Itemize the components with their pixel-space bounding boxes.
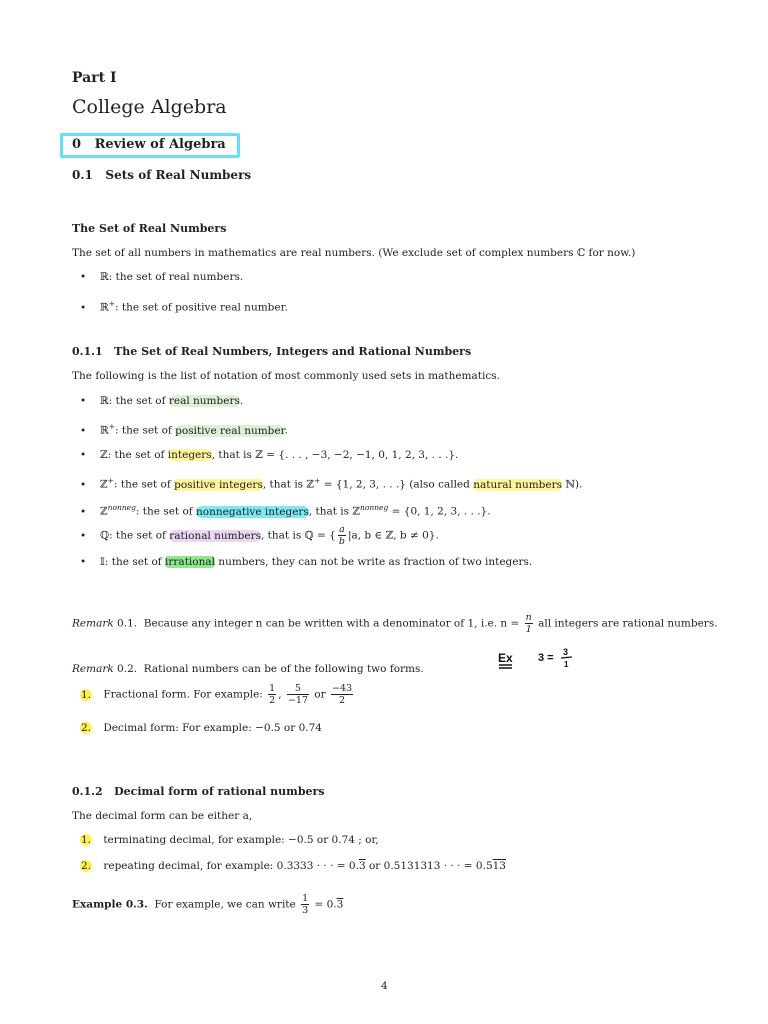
item-number: 1. — [81, 834, 92, 846]
list-item-text: , that is ℤ — [262, 478, 315, 491]
list-item — [80, 271, 243, 283]
fraction — [301, 893, 309, 916]
example-text: = 0. — [311, 898, 337, 911]
item-number: 1. — [81, 688, 92, 701]
list-item-text: , that is ℚ = { — [261, 529, 336, 542]
list-item — [80, 524, 439, 547]
list-item — [80, 860, 506, 872]
page-number: 4 — [381, 980, 388, 992]
remark-text: Because any integer n can be written with a denominator of 1, i.e. n = — [137, 617, 523, 630]
list-item-text: : the set of — [113, 478, 175, 491]
list-item-text: = {0, 1, 2, 3, . . .}. — [388, 505, 491, 518]
set-symbol: ℤ — [100, 478, 108, 491]
decimal-form-intro: The decimal form can be either a, — [72, 810, 253, 822]
fraction — [268, 683, 276, 706]
highlighted-term: nonnegative integers — [196, 505, 309, 518]
highlighted-term: positive integers — [174, 478, 263, 491]
list-item — [80, 556, 532, 568]
list-item-text: . — [239, 395, 244, 407]
fraction-numerator: 1 — [302, 893, 309, 904]
remark-text: Rational numbers can be of the following two forms. — [137, 663, 424, 675]
list-item — [80, 683, 355, 706]
fraction-numerator: 1 — [269, 683, 276, 694]
fraction — [331, 683, 353, 706]
remark-number: 0.1. — [113, 617, 138, 630]
handwritten-ex: Ex — [498, 651, 513, 665]
subsection-0-1-2-heading: 0.1.2 Decimal form of rational numbers — [72, 785, 325, 798]
section-review-heading: 0 Review of Algebra — [72, 137, 226, 152]
list-item — [80, 476, 582, 491]
remark-number: 0.2. — [113, 663, 138, 675]
fraction — [525, 612, 533, 635]
superscript: + — [107, 476, 114, 485]
list-item-text: . — [284, 424, 288, 437]
item-number: 2. — [81, 722, 92, 734]
list-item-text: ℚ: the set of — [100, 529, 170, 542]
fraction-numerator: n — [525, 612, 532, 623]
remark-0-1 — [72, 612, 718, 635]
list-item-text: or 0.5131313 · · · = 0.5 — [365, 860, 493, 872]
highlighted-term: natural numbers — [473, 478, 563, 491]
handwritten-fraction-bar — [561, 657, 572, 658]
repeating-digits: 13 — [492, 860, 506, 872]
set-of-real-numbers-heading: The Set of Real Numbers — [72, 222, 227, 235]
highlighted-term: positive real number — [175, 424, 285, 437]
fraction-numerator: a — [339, 524, 345, 535]
highlighted-term: real numbers — [168, 395, 240, 407]
list-item — [80, 299, 288, 314]
remark-label: Remark — [72, 663, 114, 675]
set-symbol: ℝ — [100, 271, 109, 283]
list-item-text: Fractional form. For example: — [100, 688, 267, 701]
list-item-text: or — [310, 688, 329, 701]
superscript: nonneg — [107, 503, 136, 512]
set-symbol: ℝ — [100, 301, 109, 314]
fraction-denominator: −17 — [287, 695, 308, 706]
list-item-text: , that is ℤ = {. . . , −3, −2, −1, 0, 1, 2, 3, . . .}. — [211, 449, 459, 461]
section-0-1-heading: 0.1 Sets of Real Numbers — [72, 168, 252, 182]
handwritten-denominator: 1 — [564, 660, 569, 669]
highlighted-term: irrational — [165, 556, 215, 568]
list-item-text: : the set of positive real number. — [115, 301, 288, 314]
superscript: + — [108, 422, 116, 431]
list-item — [80, 722, 322, 734]
list-item — [80, 422, 288, 437]
list-item-text: = {1, 2, 3, . . .} (also called — [320, 478, 474, 491]
fraction — [287, 683, 309, 706]
remark-text: all integers are rational numbers. — [534, 617, 718, 630]
example-0-3 — [72, 893, 343, 916]
list-item — [80, 449, 458, 461]
superscript: + — [314, 476, 321, 485]
list-item-text: repeating decimal, for example: 0.3333 · · · = 0. — [100, 860, 359, 872]
fraction-denominator: b — [338, 536, 345, 547]
superscript: nonneg — [360, 503, 389, 512]
list-item-text: ℤ: the set of — [100, 449, 168, 461]
item-number: 2. — [81, 860, 92, 872]
handwritten-annotation — [496, 646, 606, 674]
list-item-text: , — [278, 688, 285, 701]
set-symbol: ℤ — [100, 505, 108, 518]
fraction-denominator: 3 — [302, 905, 309, 916]
list-item-text: Decimal form: For example: −0.5 or 0.74 — [100, 722, 322, 734]
fraction-denominator: 1 — [525, 624, 532, 635]
example-text: For example, we can write — [147, 898, 300, 911]
fraction-denominator: 2 — [339, 695, 346, 706]
superscript: + — [108, 299, 116, 308]
set-symbol: ℝ — [100, 424, 109, 437]
fraction — [338, 524, 346, 547]
list-item — [80, 503, 491, 518]
repeating-digits: 3 — [336, 898, 344, 911]
list-item-text: : the set of real numbers. — [108, 271, 244, 283]
fraction-numerator: 5 — [287, 683, 309, 695]
repeating-digits: 3 — [358, 860, 366, 872]
highlighted-term: integers — [167, 449, 212, 461]
list-item-text: : the set of — [135, 505, 197, 518]
list-item-text: terminating decimal, for example: −0.5 or 0.74 ; or, — [100, 834, 379, 846]
list-item — [80, 395, 243, 407]
list-item-text: ℕ). — [562, 478, 583, 491]
list-item-text: |a, b ∈ ℤ, b ≠ 0}. — [347, 529, 439, 542]
remark-label: Remark — [72, 617, 114, 630]
chapter-title: College Algebra — [72, 96, 227, 118]
list-item-text: : the set of — [115, 424, 176, 437]
part-heading: Part I — [72, 70, 117, 86]
example-label: Example 0.3. — [72, 898, 148, 911]
remark-0-2 — [72, 663, 424, 675]
list-item-text: ℝ: the set of — [100, 395, 169, 407]
fraction-denominator: 2 — [269, 695, 276, 706]
handwritten-example-svg — [496, 646, 606, 670]
list-item-text: 𝕀: the set of — [100, 556, 166, 568]
list-item-text: numbers, they can not be write as fraction of two integers. — [214, 556, 533, 568]
handwritten-equation: 3 = — [538, 652, 554, 664]
handwritten-numerator: 3 — [563, 647, 569, 657]
list-item-text: , that is ℤ — [308, 505, 361, 518]
real-numbers-paragraph: The set of all numbers in mathematics are real numbers. (We exclude set of complex numbers ℂ for now.) — [72, 247, 636, 259]
subsection-0-1-1-heading: 0.1.1 The Set of Real Numbers, Integers and Rational Numbers — [72, 345, 472, 358]
list-item — [80, 834, 379, 846]
fraction-numerator: −43 — [332, 683, 353, 694]
notation-list-intro: The following is the list of notation of most commonly used sets in mathematics. — [72, 370, 500, 382]
highlighted-term: rational numbers — [169, 529, 261, 542]
